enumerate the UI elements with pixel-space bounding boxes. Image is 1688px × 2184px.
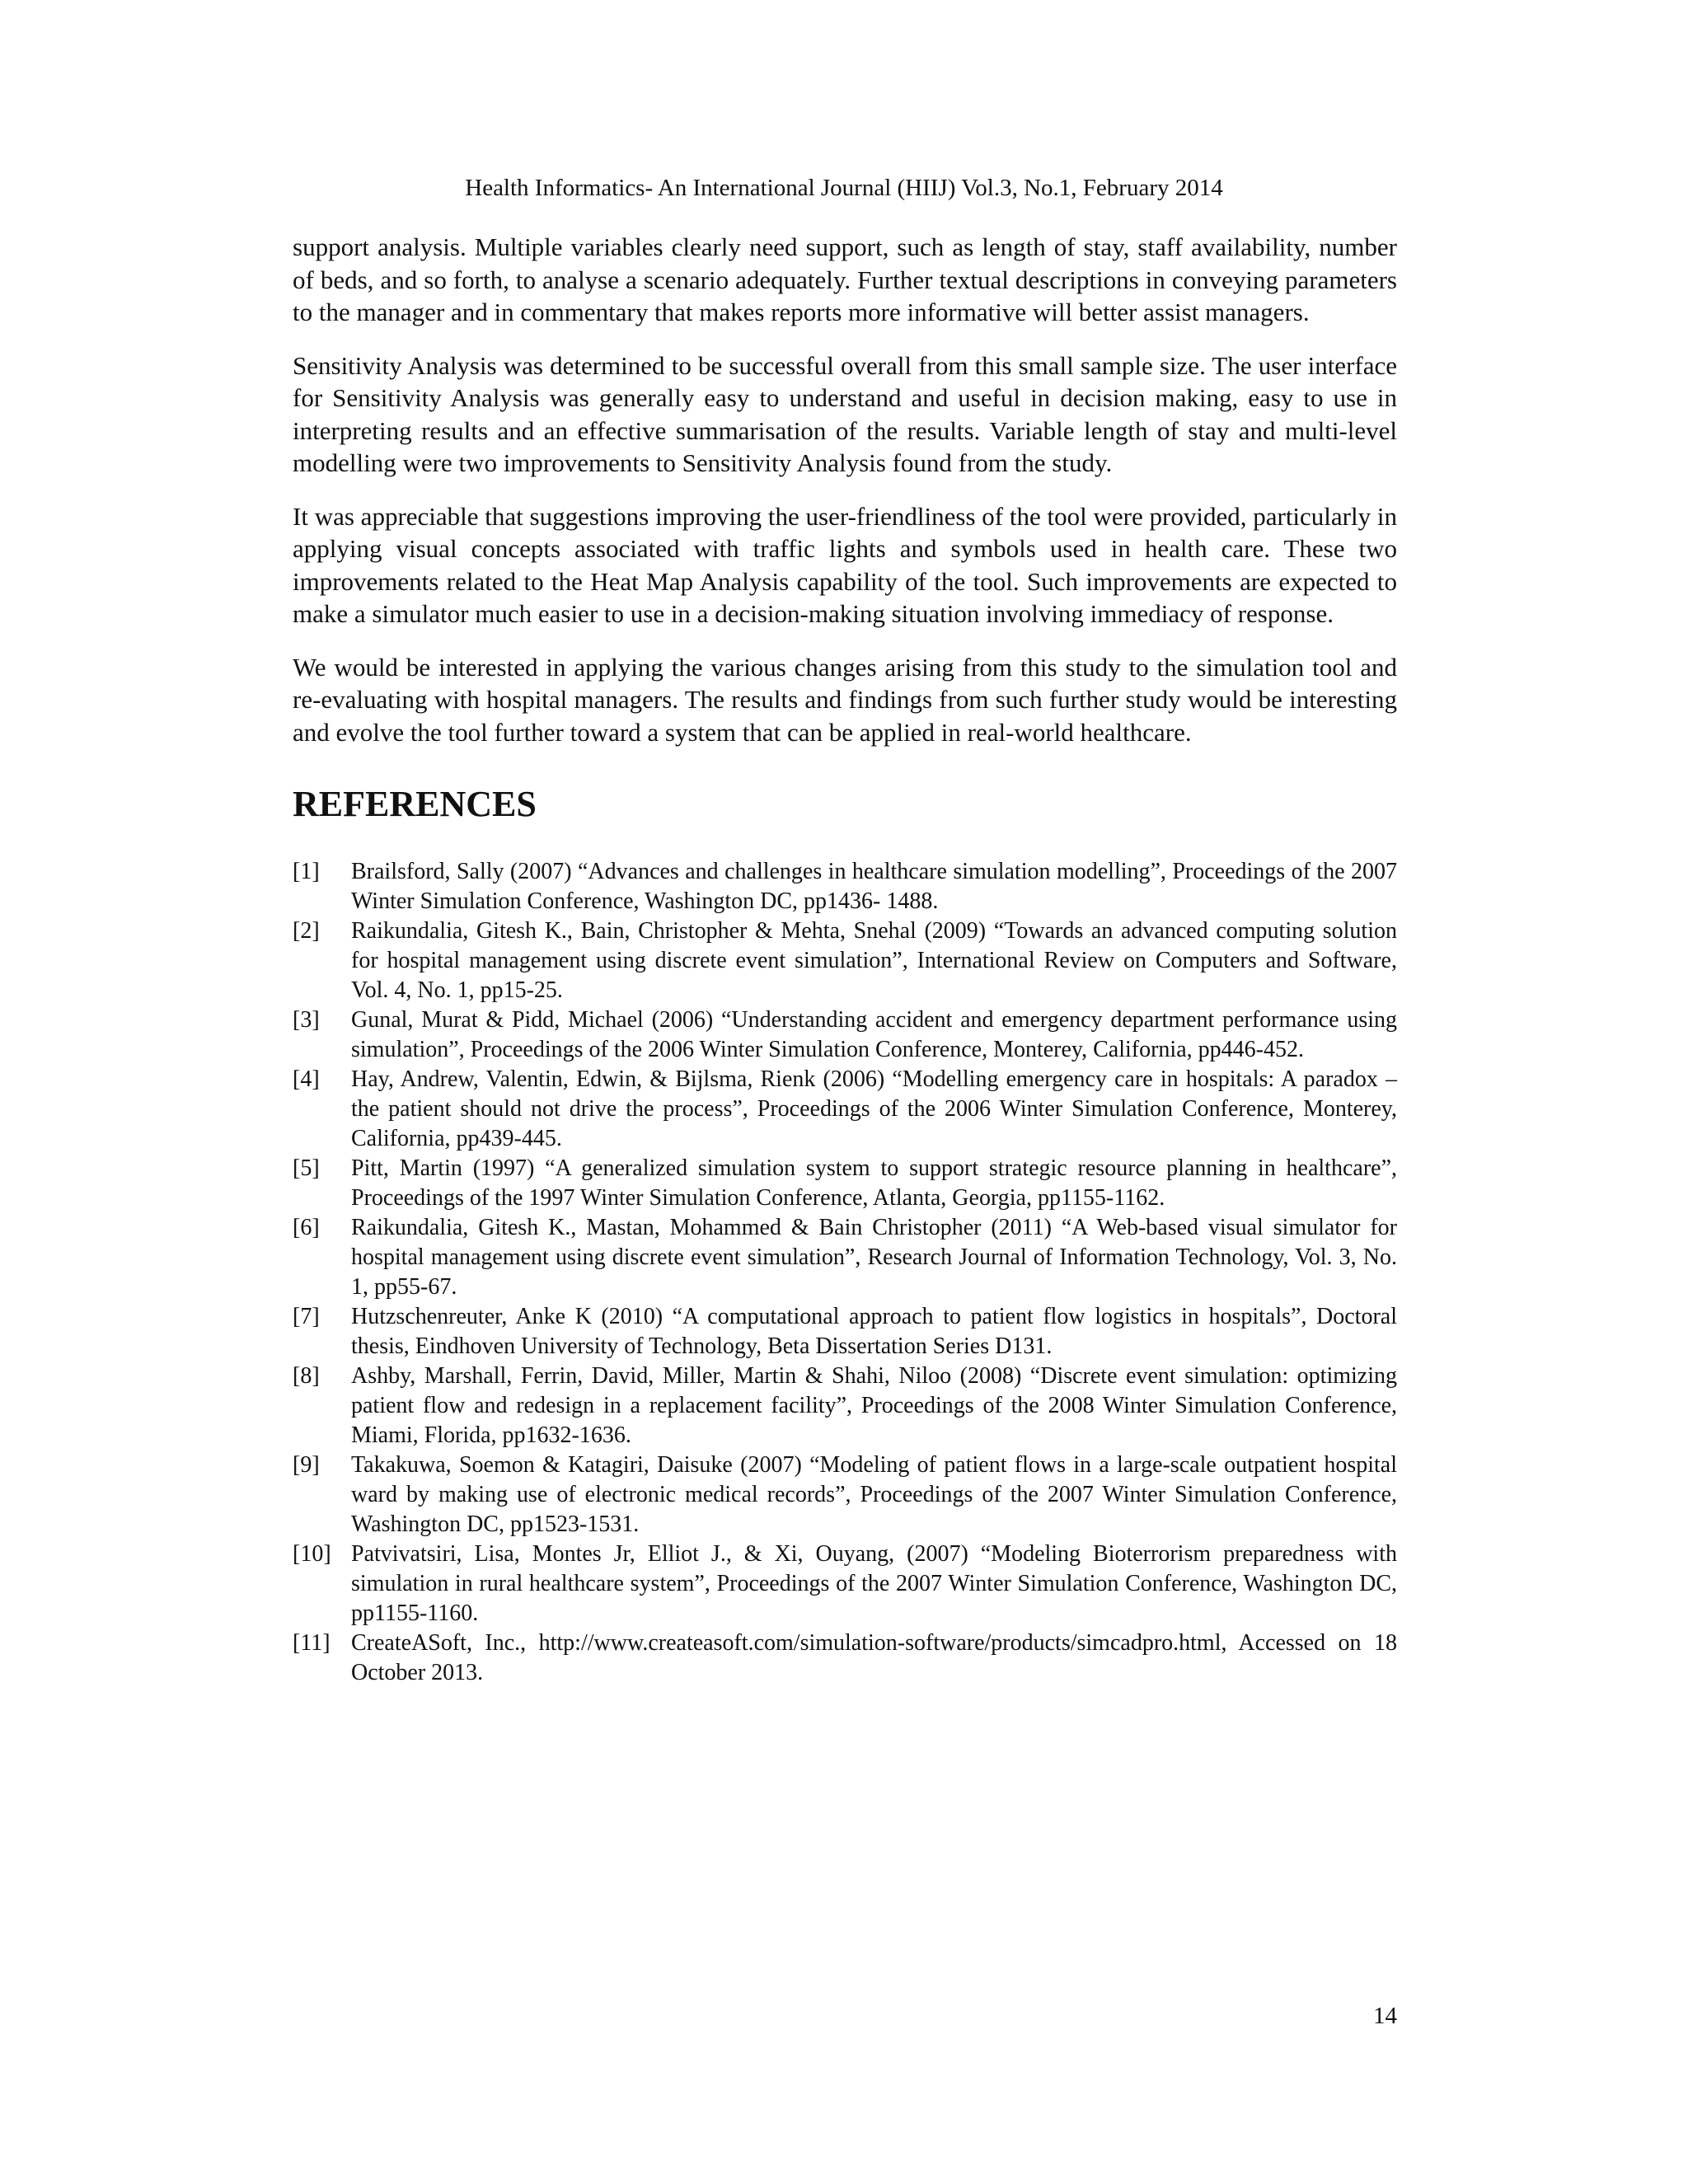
reference-text: Hutzschenreuter, Anke K (2010) “A computational approach to patient flow logistics in hospitals”, Doctoral thesis, Eindhoven University of Technology, Beta Dissertation Series D131. [351, 1304, 1397, 1359]
reference-number: [2] [293, 918, 320, 944]
reference-number: [11] [293, 1630, 331, 1656]
reference-item [293, 1213, 1397, 1302]
reference-item [293, 1005, 1397, 1065]
reference-item [293, 1629, 1397, 1688]
reference-text: Hay, Andrew, Valentin, Edwin, & Bijlsma, Rienk (2006) “Modelling emergency care in hospitals: A paradox – the patient should not drive the process”, Proceedings of the 2006 Winter Simulation Conference, Monterey, California, pp439-445. [351, 1066, 1397, 1151]
reference-number: [6] [293, 1215, 320, 1240]
reference-list [293, 857, 1397, 1688]
reference-text: Brailsford, Sally (2007) “Advances and challenges in healthcare simulation modelling”, Proceedings of the 2007 Winter Simulation Conference, Washington DC, pp1436- 1488. [351, 859, 1397, 914]
paragraph: support analysis. Multiple variables clearly need support, such as length of stay, staff availability, number of beds, and so forth, to analyse a scenario adequately. Further textual descriptions in conveying parameters to the manager and in commentary that makes reports more informative will better assist managers. [293, 232, 1397, 326]
reference-number: [9] [293, 1452, 320, 1478]
reference-text: Pitt, Martin (1997) “A generalized simulation system to support strategic resource planning in healthcare”, Proceedings of the 1997 Winter Simulation Conference, Atlanta, Georgia, pp1155-1162. [351, 1155, 1397, 1211]
reference-item [293, 1302, 1397, 1361]
references-heading: REFERENCES [293, 784, 537, 824]
reference-number: [7] [293, 1304, 320, 1329]
reference-item [293, 857, 1397, 916]
reference-item [293, 1361, 1397, 1451]
paragraph: Sensitivity Analysis was determined to be successful overall from this small sample size. The user interface for Sensitivity Analysis was generally easy to understand and useful in decision making, easy to use in interpreting results and an effective summarisation of the results. Variable length of stay and multi-level modelling were two improvements to Sensitivity Analysis found from the study. [293, 350, 1397, 477]
page-number: 14 [1373, 2003, 1397, 2029]
reference-number: [8] [293, 1363, 320, 1389]
paragraph: We would be interested in applying the various changes arising from this study to the simulation tool and re-evaluating with hospital managers. The results and findings from such further study would be interesting and evolve the tool further toward a system that can be applied in real-world healthcare. [293, 652, 1397, 747]
reference-number: [10] [293, 1541, 331, 1567]
running-header: Health Informatics- An International Journal (HIIJ) Vol.3, No.1, February 2014 [465, 175, 1223, 201]
reference-text: Raikundalia, Gitesh K., Mastan, Mohammed & Bain Christopher (2011) “A Web-based visual simulator for hospital management using discrete event simulation”, Research Journal of Information Technology, Vol. 3, No. 1, pp55-67. [351, 1215, 1397, 1300]
reference-item [293, 1065, 1397, 1154]
reference-item [293, 1540, 1397, 1629]
reference-text: Gunal, Murat & Pidd, Michael (2006) “Understanding accident and emergency department performance using simulation”, Proceedings of the 2006 Winter Simulation Conference, Monterey, California, pp446-452. [351, 1007, 1397, 1062]
reference-text: Patvivatsiri, Lisa, Montes Jr, Elliot J., & Xi, Ouyang, (2007) “Modeling Bioterrorism preparedness with simulation in rural healthcare system”, Proceedings of the 2007 Winter Simulation Conference, Washington DC, pp1155-1160. [351, 1541, 1397, 1626]
reference-number: [4] [293, 1066, 320, 1092]
reference-text: Takakuwa, Soemon & Katagiri, Daisuke (2007) “Modeling of patient flows in a large-scale outpatient hospital ward by making use of electronic medical records”, Proceedings of the 2007 Winter Simulation Conference, Washington DC, pp1523-1531. [351, 1452, 1397, 1537]
reference-item [293, 1154, 1397, 1213]
reference-number: [3] [293, 1007, 320, 1033]
reference-text: Raikundalia, Gitesh K., Bain, Christopher & Mehta, Snehal (2009) “Towards an advanced computing solution for hospital management using discrete event simulation”, International Review on Computers and Software, Vol. 4, No. 1, pp15-25. [351, 918, 1397, 1003]
reference-text: CreateASoft, Inc., http://www.createasoft.com/simulation-software/products/simcadpro.html, Accessed on 18 October 2013. [351, 1630, 1397, 1685]
reference-number: [1] [293, 859, 320, 884]
paragraph: It was appreciable that suggestions improving the user-friendliness of the tool were provided, particularly in applying visual concepts associated with traffic lights and symbols used in health care. These two improvements related to the Heat Map Analysis capability of the tool. Such improvements are expected to make a simulator much easier to use in a decision-making situation involving immediacy of response. [293, 501, 1397, 628]
reference-number: [5] [293, 1155, 320, 1181]
reference-text: Ashby, Marshall, Ferrin, David, Miller, Martin & Shahi, Niloo (2008) “Discrete event simulation: optimizing patient flow and redesign in a replacement facility”, Proceedings of the 2008 Winter Simulation Conference, Miami, Florida, pp1632-1636. [351, 1363, 1397, 1448]
article-body [293, 231, 1397, 1688]
reference-item [293, 1451, 1397, 1540]
reference-item [293, 916, 1397, 1005]
